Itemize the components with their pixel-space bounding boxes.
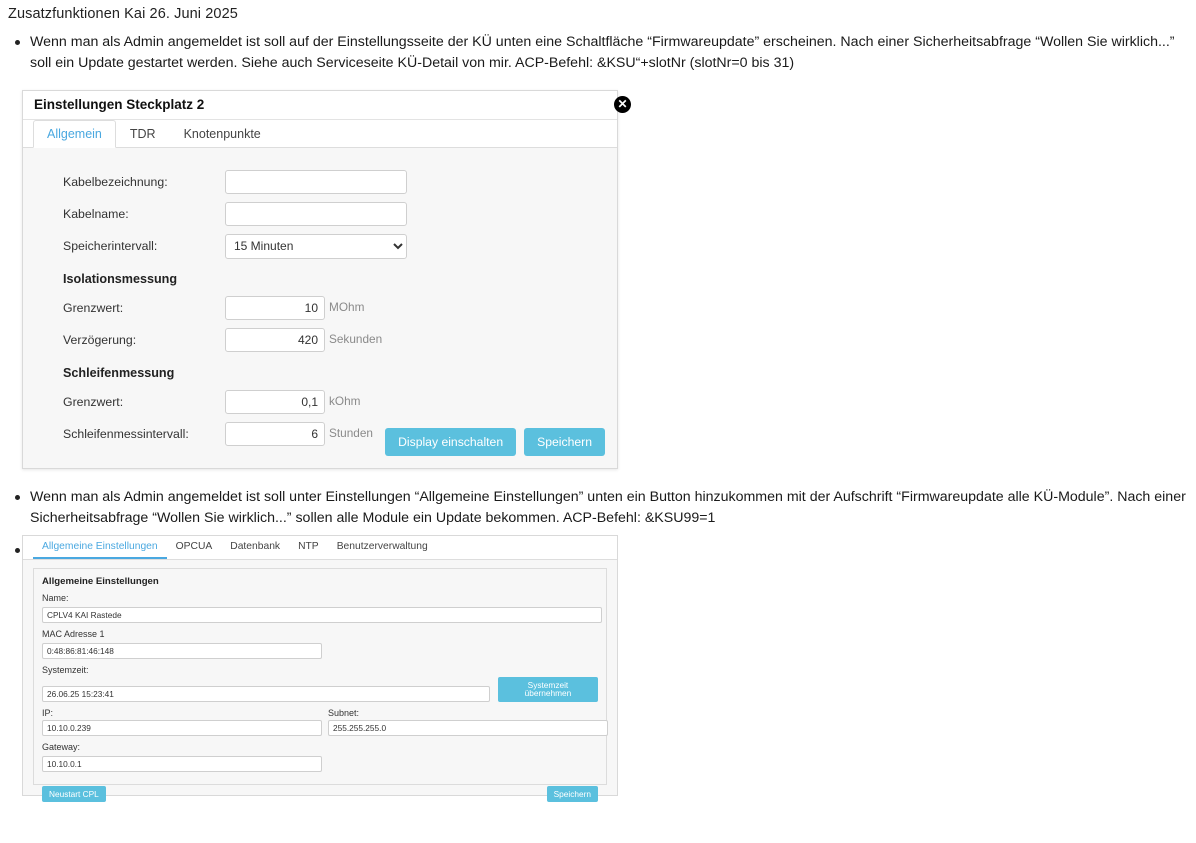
subnet-label: Subnet:	[328, 707, 360, 718]
schl-grenzwert-input[interactable]	[225, 390, 325, 414]
speicherintervall-select[interactable]	[225, 234, 407, 259]
bullet-item-2	[8, 487, 1188, 529]
name-input[interactable]	[42, 607, 602, 623]
gateway-label: Gateway:	[42, 741, 81, 752]
verzoegerung-input[interactable]	[225, 328, 325, 352]
close-icon[interactable]: ✕	[614, 96, 631, 113]
verzoegerung-label: Verzögerung:	[63, 333, 137, 347]
tab-benutzerverwaltung[interactable]: Benutzerverwaltung	[336, 541, 428, 552]
ip-label: IP:	[42, 707, 54, 718]
schleifenmessung-heading: Schleifenmessung	[63, 366, 175, 380]
bullet-text-1: Wenn man als Admin angemeldet ist soll auf der Einstellungsseite der KÜ unten eine Schaltfläche “Firmwareupdate” erscheinen. Nach einer Sicherheitsabfrage “Wollen Sie wirklich...” soll ein Update gestartet werden. Siehe auch Serviceseite KÜ-Detail von mir. ACP-Befehl: &KSU“+slotNr (slotNr=0 bis 31)	[30, 34, 1175, 71]
field-row-iso-grenzwert	[35, 292, 605, 324]
isolationsmessung-heading: Isolationsmessung	[63, 272, 178, 286]
tab-allgemeine-einstellungen[interactable]: Allgemeine Einstellungen	[33, 536, 167, 559]
bullet-marker	[15, 548, 20, 553]
field-row-kabelname	[35, 198, 605, 230]
page-title: Zusatzfunktionen Kai 26. Juni 2025	[8, 6, 238, 22]
panel-inner-box	[33, 568, 607, 799]
speicherintervall-label: Speicherintervall:	[63, 239, 158, 253]
bullet-text-2: Wenn man als Admin angemeldet ist soll unter Einstellungen “Allgemeine Einstellungen” unten ein Button hinzukommen mit der Aufschrift “Firmwareupdate alle KÜ-Module”. Nach einer Sicherheitsabfrage “Wollen Sie wirklich...” sollen alle Module ein Update bekommen. ACP-Befehl: &KSU99=1	[30, 489, 1186, 526]
panel-actions	[42, 786, 598, 802]
gateway-input[interactable]	[42, 756, 322, 772]
ip-group	[42, 708, 322, 736]
kabelbezeichnung-label: Kabelbezeichnung:	[63, 175, 168, 189]
schleifenmessintervall-wrap	[225, 422, 373, 446]
modal-header	[23, 91, 628, 120]
schl-grenzwert-unit: kOhm	[329, 394, 361, 408]
tab-knotenpunkte[interactable]: Knotenpunkte	[183, 127, 261, 141]
verzoegerung-wrap	[225, 328, 383, 352]
bullet-marker	[15, 495, 20, 500]
ip-subnet-row	[42, 708, 598, 736]
tab-opcua[interactable]: OPCUA	[175, 541, 213, 552]
bullet-marker	[15, 40, 20, 45]
save-button[interactable]: Speichern	[524, 428, 605, 456]
tab-allgemein[interactable]: Allgemein	[33, 120, 116, 148]
iso-grenzwert-label: Grenzwert:	[63, 301, 124, 315]
panel-heading: Allgemeine Einstellungen	[42, 576, 159, 587]
field-row-speicherintervall	[35, 230, 605, 262]
iso-grenzwert-wrap	[225, 296, 365, 320]
subnet-input[interactable]	[328, 720, 608, 736]
display-einschalten-button[interactable]: Display einschalten	[385, 428, 516, 456]
systemzeit-uebernehmen-button[interactable]: Systemzeit übernehmen	[498, 677, 598, 702]
schl-grenzwert-label: Grenzwert:	[63, 395, 124, 409]
kabelbezeichnung-input[interactable]	[225, 170, 407, 194]
schleifenmessintervall-unit: Stunden	[329, 426, 373, 440]
tab-datenbank[interactable]: Datenbank	[230, 541, 281, 552]
modal-tabs	[23, 120, 617, 148]
bullet-item-1	[8, 32, 1188, 74]
systemzeit-input[interactable]	[42, 686, 490, 702]
panel-tabs	[23, 536, 617, 560]
ip-input[interactable]	[42, 720, 322, 736]
modal-actions	[385, 428, 605, 456]
schl-grenzwert-wrap	[225, 390, 361, 414]
settings-slot-modal	[22, 90, 628, 469]
field-row-schl-grenzwert	[35, 386, 605, 418]
kabelname-input[interactable]	[225, 202, 407, 226]
iso-grenzwert-unit: MOhm	[329, 300, 365, 314]
iso-grenzwert-input[interactable]	[225, 296, 325, 320]
tab-tdr[interactable]: TDR	[129, 127, 156, 141]
systemzeit-row	[42, 677, 598, 702]
schleifenmessintervall-input[interactable]	[225, 422, 325, 446]
mac-input[interactable]	[42, 643, 322, 659]
tab-ntp[interactable]: NTP	[298, 541, 319, 552]
mac-label: MAC Adresse 1	[42, 629, 105, 639]
modal-body	[23, 148, 617, 468]
subnet-group	[328, 708, 608, 736]
verzoegerung-unit: Sekunden	[329, 332, 383, 346]
schleifenmessintervall-label: Schleifenmessintervall:	[63, 427, 189, 441]
field-row-kabelbezeichnung	[35, 166, 605, 198]
systemzeit-label: Systemzeit:	[42, 665, 89, 675]
modal-title: Einstellungen Steckplatz 2	[34, 97, 205, 112]
name-label: Name:	[42, 593, 69, 603]
field-row-verzoegerung	[35, 324, 605, 356]
allgemeine-einstellungen-panel	[22, 535, 618, 799]
neustart-cpl-button[interactable]: Neustart CPL	[42, 786, 106, 802]
panel-save-button[interactable]: Speichern	[547, 786, 598, 802]
panel-body	[23, 560, 617, 799]
kabelname-label: Kabelname:	[63, 207, 129, 221]
